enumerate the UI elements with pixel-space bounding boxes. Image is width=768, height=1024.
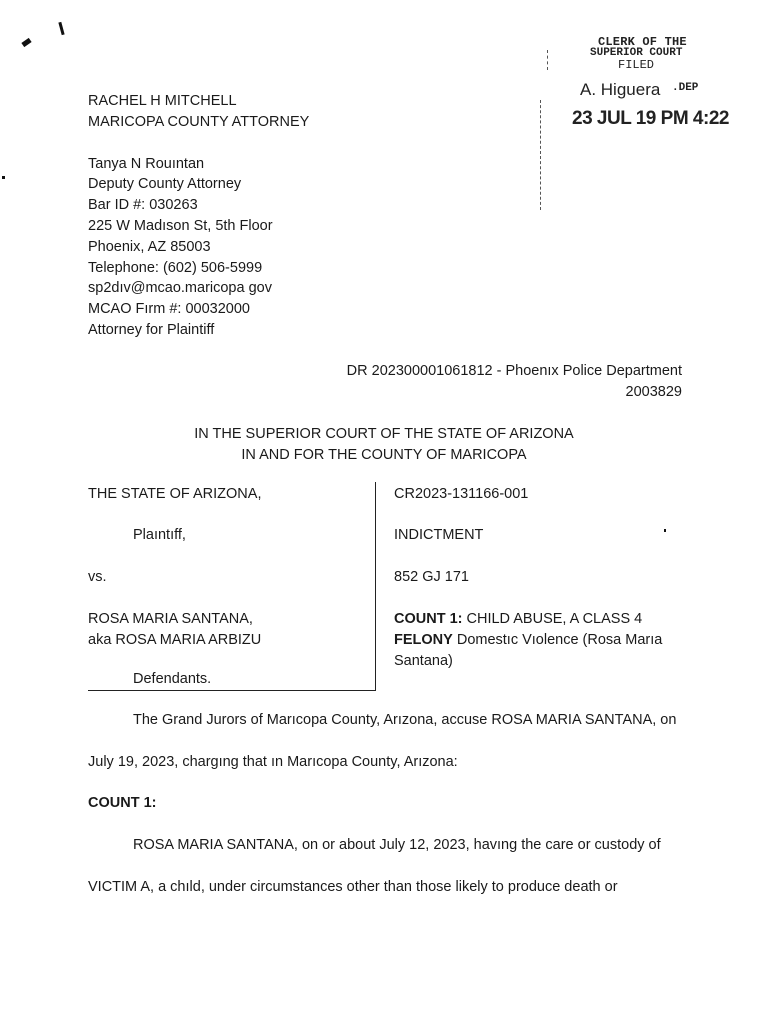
count-summary-text-3: Santana) bbox=[394, 652, 453, 669]
count-summary-text-2: Domestıc Vıolence (Rosa Marıa bbox=[452, 631, 663, 648]
telephone: Telephone: (602) 506-5999 bbox=[88, 259, 263, 276]
dr-line-2: 2003829 bbox=[625, 383, 682, 400]
stamp-dep: .DEP bbox=[672, 82, 699, 94]
defendant-aka: aka ROSA MARIA ARBIZU bbox=[88, 631, 262, 648]
document-type: INDICTMENT bbox=[394, 527, 484, 543]
defendant-name: ROSA MARIA SANTANA, bbox=[88, 611, 253, 627]
caption-defendants-label: Defendants. bbox=[133, 671, 212, 687]
court-line-2: IN AND FOR THE COUNTY OF MARICOPA bbox=[241, 446, 527, 463]
street-address: 225 W Madıson St, 5th Floor bbox=[88, 217, 273, 234]
attorney-block bbox=[88, 91, 309, 341]
deputy-name: Tanya N Rouıntan bbox=[88, 155, 205, 172]
count-summary-felony: FELONY bbox=[394, 631, 453, 648]
caption-horizontal-rule bbox=[88, 690, 376, 691]
firm-number: MCAO Fırm #: 00032000 bbox=[88, 301, 250, 318]
caption-vs: vs. bbox=[88, 569, 107, 585]
caption-vertical-rule bbox=[375, 482, 376, 690]
body-para-2-line-2: VICTIM A, a chıld, under circumstances other than those likely to produce death or bbox=[88, 879, 618, 895]
caption-defendant bbox=[88, 609, 261, 651]
stamp-datetime: 23 JUL 19 PM 4:22 bbox=[572, 108, 729, 129]
email: sp2dıv@mcao.maricopa gov bbox=[88, 280, 272, 297]
stamp-line-3: FILED bbox=[618, 58, 655, 72]
caption-state: THE STATE OF ARIZONA, bbox=[88, 486, 262, 502]
case-number: CR2023-131166-001 bbox=[394, 486, 529, 502]
body-para-1-line-2: July 19, 2023, chargıng that ın Marıcopa County, Arızona: bbox=[88, 754, 458, 770]
attorney-name: RACHEL H MITCHELL bbox=[88, 93, 237, 109]
body-para-2-line-1: ROSA MARIA SANTANA, on or about July 12, 2023, havıng the care or custody of bbox=[133, 837, 661, 853]
stamp-clerk-name: A. Higuera bbox=[580, 80, 661, 99]
stamp-line-1: CLERK OF THE bbox=[598, 35, 687, 49]
grand-jury-number: 852 GJ 171 bbox=[394, 569, 469, 585]
attorney-role: Attorney for Plaintiff bbox=[88, 321, 215, 338]
scan-mark bbox=[664, 529, 666, 532]
stamp-edge-line bbox=[547, 50, 549, 70]
count-summary-text-1: CHILD ABUSE, A CLASS 4 bbox=[462, 611, 643, 627]
count-heading: COUNT 1: bbox=[88, 795, 157, 811]
scan-mark bbox=[21, 38, 31, 47]
dr-number bbox=[347, 361, 682, 403]
court-line-1: IN THE SUPERIOR COURT OF THE STATE OF ARIZONA bbox=[194, 426, 574, 442]
court-heading bbox=[0, 424, 768, 466]
scan-mark bbox=[2, 176, 5, 179]
count-summary-label: COUNT 1: bbox=[394, 611, 463, 627]
bar-id: Bar ID #: 030263 bbox=[88, 197, 198, 214]
city-state-zip: Phoenix, AZ 85003 bbox=[88, 238, 211, 255]
stamp-line-2: SUPERIOR COURT bbox=[590, 47, 683, 59]
count-summary bbox=[394, 609, 662, 671]
body-para-1-line-1: The Grand Jurors of Marıcopa County, Arızona, accuse ROSA MARIA SANTANA, on bbox=[133, 712, 677, 728]
dr-line-1: DR 202300001061812 - Phoenıx Police Department bbox=[346, 363, 682, 379]
deputy-title: Deputy County Attorney bbox=[88, 176, 242, 193]
attorney-office: MARICOPA COUNTY ATTORNEY bbox=[88, 113, 310, 130]
stamp-edge-line bbox=[540, 100, 542, 210]
caption-plaintiff: Plaıntıff, bbox=[133, 527, 186, 543]
scan-mark bbox=[58, 22, 64, 35]
